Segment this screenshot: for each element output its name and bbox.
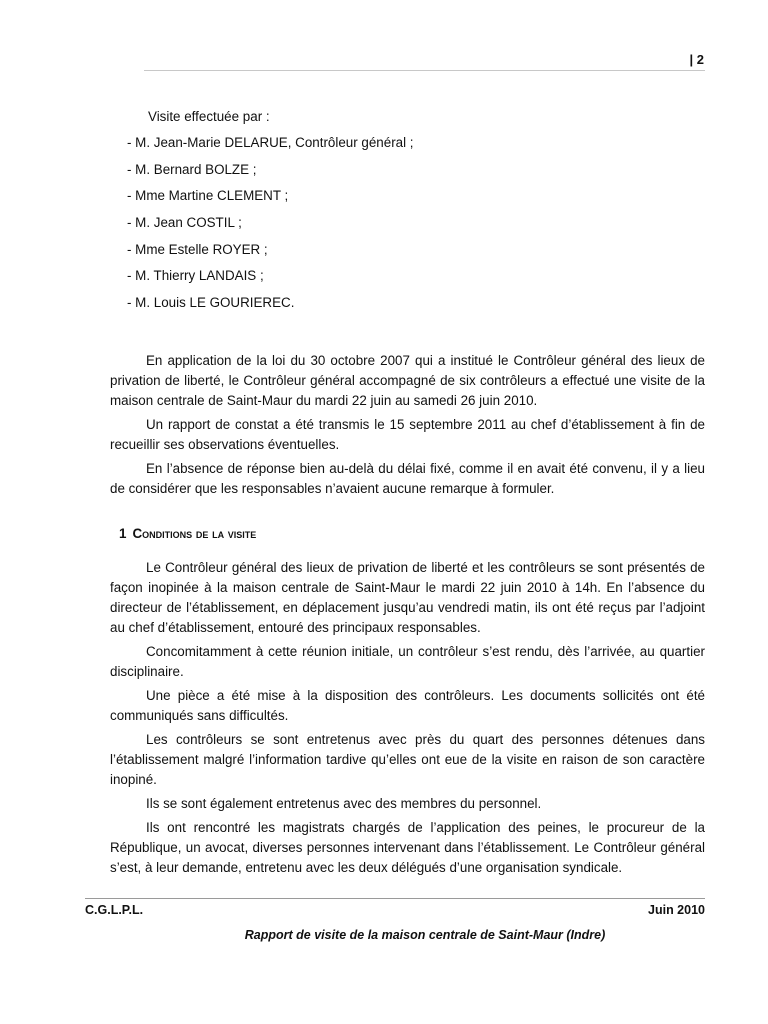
section-number: 1 bbox=[119, 526, 127, 541]
paragraph: Ils se sont également entretenus avec des membres du personnel. bbox=[146, 796, 542, 811]
visitor-list bbox=[127, 134, 414, 321]
paragraph: Un rapport de constat a été transmis le 15 septembre 2011 au chef d’établissement à fin de recueillir ses observations éventuelles. bbox=[110, 417, 705, 452]
visitor-item: - Mme Estelle ROYER ; bbox=[127, 241, 268, 257]
paragraph: Les contrôleurs se sont entretenus avec près du quart des personnes détenues dans l’établissement malgré l’information tardive qu’elles ont eue de la visite en raison de son caractère inopiné. bbox=[110, 732, 705, 787]
paragraph: En l’absence de réponse bien au-delà du délai fixé, comme il en avait été convenu, il y a lieu de considérer que les responsables n’avaient aucune remarque à formuler. bbox=[110, 461, 705, 496]
footer-date: Juin 2010 bbox=[648, 903, 705, 917]
visitor-item: - M. Bernard BOLZE ; bbox=[127, 161, 257, 177]
visitor-item: - M. Louis LE GOURIEREC. bbox=[127, 295, 295, 311]
intro-paragraphs bbox=[110, 351, 705, 503]
paragraph: Ils ont rencontré les magistrats chargés de l’application des peines, le procureur de la République, un avocat, diverses personnes intervenant dans l’établissement. Le Contrôleur général s’est, à leur demande, entretenu avec les deux délégués d’une organisation syndicale. bbox=[110, 820, 705, 875]
visit-intro: Visite effectuée par : bbox=[148, 109, 270, 124]
footer-report-title: Rapport de visite de la maison centrale de Saint-Maur (Indre) bbox=[244, 928, 606, 942]
visitor-item: - M. Thierry LANDAIS ; bbox=[127, 268, 264, 284]
paragraph: Une pièce a été mise à la disposition des contrôleurs. Les documents sollicités ont été communiqués sans difficultés. bbox=[110, 688, 705, 723]
paragraph: En application de la loi du 30 octobre 2007 qui a institué le Contrôleur général des lieux de privation de liberté, le Contrôleur général accompagné de six contrôleurs a effectué une visite de la maison centrale de Saint-Maur du mardi 22 juin au samedi 26 juin 2010. bbox=[110, 353, 705, 408]
paragraph: Concomitamment à cette réunion initiale, un contrôleur s’est rendu, dès l’arrivée, au quartier disciplinaire. bbox=[110, 644, 705, 679]
section-paragraphs bbox=[110, 558, 705, 882]
paragraph: Le Contrôleur général des lieux de privation de liberté et les contrôleurs se sont présentés de façon inopinée à la maison centrale de Saint-Maur le mardi 22 juin 2010 à 14h. En l’absence du directeur de l’établissement, en déplacement jusqu’au vendredi matin, ils ont été reçus par l’adjoint au chef d’établissement, entouré des principaux responsables. bbox=[110, 560, 705, 635]
page-number: | 2 bbox=[689, 52, 704, 67]
visitor-item: - M. Jean-Marie DELARUE, Contrôleur général ; bbox=[127, 135, 414, 150]
header-rule bbox=[144, 70, 705, 71]
visitor-item: - M. Jean COSTIL ; bbox=[127, 215, 242, 231]
footer-organization: C.G.L.P.L. bbox=[85, 903, 144, 917]
visitor-item: - Mme Martine CLEMENT ; bbox=[127, 188, 289, 204]
footer-rule bbox=[85, 898, 705, 899]
section-title: Conditions de la visite bbox=[132, 526, 257, 541]
section-heading bbox=[119, 526, 256, 541]
